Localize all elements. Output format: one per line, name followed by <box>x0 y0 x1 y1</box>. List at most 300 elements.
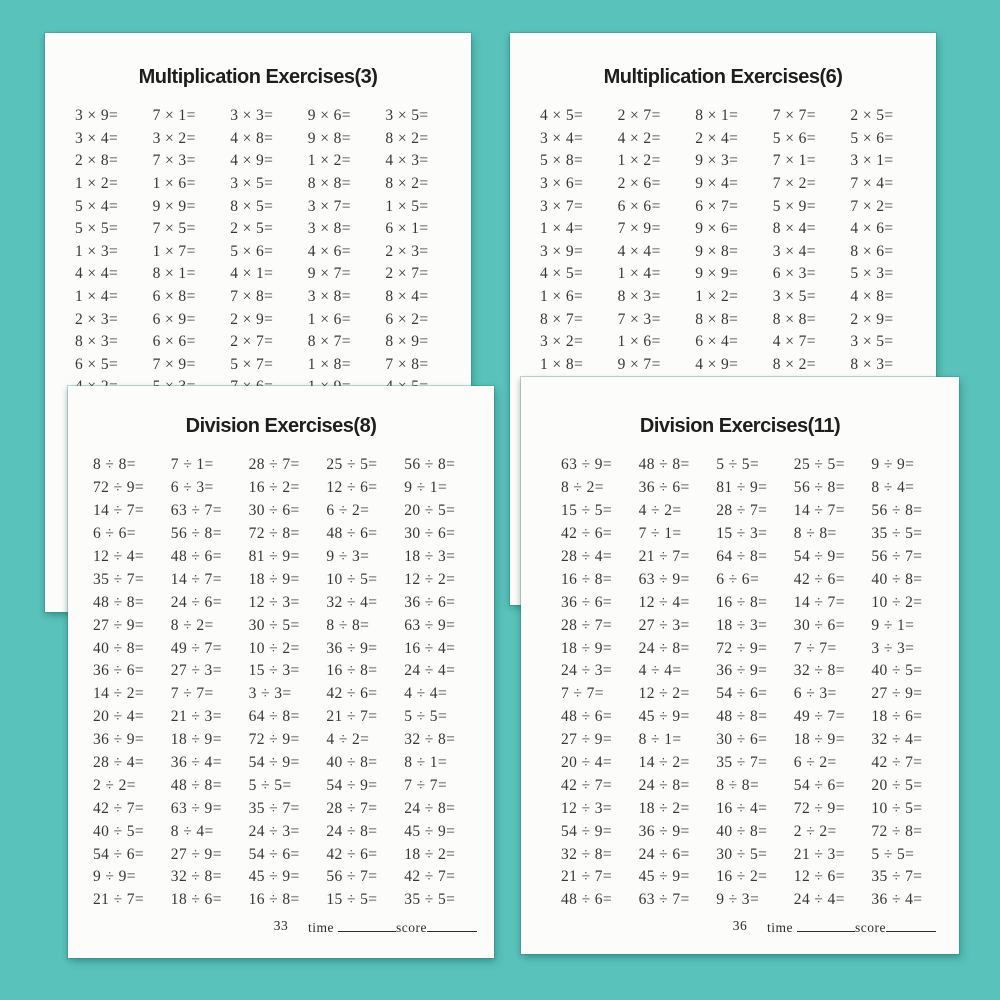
math-problem: 28 ÷ 7= <box>561 616 613 634</box>
time-label: time <box>767 919 793 935</box>
math-problem: 8 × 3= <box>850 355 894 373</box>
math-problem: 14 ÷ 2= <box>93 685 145 703</box>
math-problem: 4 × 9= <box>230 152 274 170</box>
math-problem: 6 × 4= <box>695 333 739 351</box>
math-problem: 6 × 2= <box>385 310 429 328</box>
math-problem: 36 ÷ 4= <box>871 891 923 909</box>
time-score-line <box>308 918 477 936</box>
math-problem: 63 ÷ 7= <box>638 891 690 909</box>
math-problem: 7 × 8= <box>230 288 274 306</box>
math-problem: 8 × 7= <box>540 310 584 328</box>
math-problem: 8 × 4= <box>772 220 816 238</box>
math-problem: 72 ÷ 9= <box>93 479 145 497</box>
math-problem: 42 ÷ 6= <box>561 525 613 543</box>
math-problem: 7 × 1= <box>152 107 196 125</box>
math-problem: 15 ÷ 5= <box>561 502 613 520</box>
math-problem: 2 × 3= <box>385 242 429 260</box>
math-problem: 1 × 3= <box>75 242 119 260</box>
math-problem: 3 × 5= <box>385 107 429 125</box>
math-problem: 3 ÷ 3= <box>248 685 292 703</box>
math-problem: 12 ÷ 6= <box>793 868 845 886</box>
math-problem: 8 ÷ 2= <box>561 479 604 497</box>
math-problem: 2 × 8= <box>75 152 119 170</box>
math-problem: 3 × 4= <box>540 129 584 147</box>
math-problem: 1 × 8= <box>540 355 584 373</box>
math-problem: 35 ÷ 7= <box>248 799 300 817</box>
math-problem: 7 × 9= <box>617 220 661 238</box>
math-problem: 15 ÷ 5= <box>326 891 378 909</box>
problem-grid <box>561 454 949 912</box>
math-problem: 24 ÷ 6= <box>170 593 222 611</box>
math-problem: 35 ÷ 7= <box>93 570 145 588</box>
math-problem: 36 ÷ 9= <box>326 639 378 657</box>
math-problem: 3 × 3= <box>230 107 274 125</box>
math-problem: 8 × 1= <box>152 265 196 283</box>
math-problem: 24 ÷ 6= <box>638 845 690 863</box>
math-problem: 7 × 2= <box>772 175 816 193</box>
math-problem: 5 × 7= <box>230 355 274 373</box>
math-problem: 32 ÷ 8= <box>404 731 456 749</box>
math-problem: 4 × 3= <box>385 152 429 170</box>
math-problem: 5 × 9= <box>772 197 816 215</box>
math-problem: 1 × 4= <box>617 265 661 283</box>
math-problem: 1 × 4= <box>540 220 584 238</box>
math-problem: 3 × 7= <box>540 197 584 215</box>
math-problem: 40 ÷ 5= <box>871 662 923 680</box>
math-problem: 6 × 8= <box>152 288 196 306</box>
math-problem: 8 ÷ 1= <box>638 731 682 749</box>
math-problem: 56 ÷ 7= <box>326 868 378 886</box>
math-problem: 2 × 7= <box>385 265 429 283</box>
math-problem: 8 × 5= <box>230 197 274 215</box>
math-problem: 54 ÷ 6= <box>248 845 300 863</box>
math-problem: 8 ÷ 2= <box>170 616 214 634</box>
math-problem: 9 ÷ 1= <box>871 616 915 634</box>
math-problem: 12 ÷ 2= <box>638 685 690 703</box>
math-problem: 48 ÷ 8= <box>716 708 768 726</box>
time-blank-line <box>338 918 396 932</box>
math-problem: 3 × 7= <box>307 197 351 215</box>
math-problem: 8 ÷ 1= <box>404 754 448 772</box>
math-problem: 4 × 6= <box>307 242 351 260</box>
math-problem: 32 ÷ 8= <box>793 662 845 680</box>
math-problem: 3 × 9= <box>75 107 119 125</box>
math-problem: 3 × 2= <box>152 129 196 147</box>
math-problem: 10 ÷ 2= <box>871 593 923 611</box>
math-problem: 36 ÷ 6= <box>404 593 456 611</box>
math-problem: 63 ÷ 9= <box>561 456 613 474</box>
math-problem: 4 × 5= <box>540 265 584 283</box>
math-problem: 6 ÷ 2= <box>326 502 370 520</box>
math-problem: 5 × 4= <box>75 197 119 215</box>
math-problem: 27 ÷ 3= <box>638 616 690 634</box>
math-problem: 2 × 7= <box>230 333 274 351</box>
math-problem: 1 × 4= <box>75 288 119 306</box>
math-problem: 2 × 4= <box>695 129 739 147</box>
math-problem: 8 × 4= <box>385 288 429 306</box>
math-problem: 36 ÷ 9= <box>716 662 768 680</box>
math-problem: 4 × 1= <box>230 265 274 283</box>
math-problem: 16 ÷ 8= <box>561 570 613 588</box>
math-problem: 56 ÷ 8= <box>404 456 456 474</box>
math-problem: 27 ÷ 9= <box>871 685 923 703</box>
math-problem: 1 × 2= <box>307 152 351 170</box>
math-problem: 7 ÷ 1= <box>638 525 682 543</box>
math-problem: 45 ÷ 9= <box>638 708 690 726</box>
math-problem: 63 ÷ 7= <box>170 502 222 520</box>
math-problem: 7 ÷ 7= <box>793 639 837 657</box>
math-problem: 1 × 6= <box>152 175 196 193</box>
math-problem: 6 ÷ 3= <box>170 479 214 497</box>
math-problem: 7 ÷ 7= <box>404 776 448 794</box>
math-problem: 18 ÷ 2= <box>404 845 456 863</box>
math-problem: 1 × 6= <box>617 333 661 351</box>
math-problem: 8 × 2= <box>385 129 429 147</box>
math-problem: 7 ÷ 7= <box>170 685 214 703</box>
math-problem: 21 ÷ 7= <box>93 891 145 909</box>
math-problem: 6 ÷ 2= <box>793 754 837 772</box>
math-problem: 48 ÷ 6= <box>326 525 378 543</box>
math-problem: 56 ÷ 8= <box>793 479 845 497</box>
math-problem: 30 ÷ 5= <box>248 616 300 634</box>
math-problem: 54 ÷ 6= <box>93 845 145 863</box>
math-problem: 9 × 4= <box>695 175 739 193</box>
math-problem: 5 × 6= <box>772 129 816 147</box>
math-problem: 12 ÷ 4= <box>638 593 690 611</box>
math-problem: 54 ÷ 9= <box>561 822 613 840</box>
math-problem: 4 × 2= <box>617 129 661 147</box>
math-problem: 1 × 5= <box>385 197 429 215</box>
math-problem: 32 ÷ 8= <box>561 845 613 863</box>
math-problem: 48 ÷ 8= <box>638 456 690 474</box>
math-problem: 3 × 5= <box>850 333 894 351</box>
math-problem: 36 ÷ 9= <box>93 731 145 749</box>
math-problem: 4 ÷ 4= <box>404 685 448 703</box>
math-problem: 4 × 7= <box>772 333 816 351</box>
time-label: time <box>308 919 334 935</box>
math-problem: 16 ÷ 4= <box>404 639 456 657</box>
math-problem: 27 ÷ 3= <box>170 662 222 680</box>
math-problem: 8 ÷ 8= <box>716 776 760 794</box>
score-label: score <box>396 919 427 935</box>
math-problem: 6 ÷ 6= <box>716 570 760 588</box>
math-problem: 1 × 6= <box>307 310 351 328</box>
math-problem: 16 ÷ 2= <box>248 479 300 497</box>
math-problem: 42 ÷ 7= <box>404 868 456 886</box>
math-problem: 2 × 5= <box>230 220 274 238</box>
math-problem: 49 ÷ 7= <box>170 639 222 657</box>
math-problem: 18 ÷ 6= <box>871 708 923 726</box>
math-problem: 4 × 4= <box>617 242 661 260</box>
math-problem: 20 ÷ 5= <box>871 776 923 794</box>
math-problem: 16 ÷ 8= <box>326 662 378 680</box>
math-problem: 3 × 5= <box>772 288 816 306</box>
math-problem: 7 × 2= <box>850 197 894 215</box>
math-problem: 3 × 1= <box>850 152 894 170</box>
math-problem: 6 × 1= <box>385 220 429 238</box>
math-problem: 7 ÷ 1= <box>170 456 214 474</box>
math-problem: 2 ÷ 2= <box>93 776 136 794</box>
problem-grid <box>75 105 463 399</box>
math-problem: 4 × 6= <box>850 220 894 238</box>
math-problem: 7 × 4= <box>850 175 894 193</box>
math-problem: 15 ÷ 3= <box>248 662 300 680</box>
sheet-division-11 <box>521 377 959 954</box>
time-blank-line <box>797 918 855 932</box>
math-problem: 21 ÷ 7= <box>561 868 613 886</box>
math-problem: 4 ÷ 4= <box>638 662 682 680</box>
math-problem: 9 × 6= <box>695 220 739 238</box>
math-problem: 8 ÷ 8= <box>93 456 136 474</box>
math-problem: 5 × 8= <box>540 152 584 170</box>
score-blank-line <box>886 918 936 932</box>
page-number: 33 <box>273 918 289 933</box>
math-problem: 12 ÷ 6= <box>326 479 378 497</box>
math-problem: 5 ÷ 5= <box>404 708 448 726</box>
math-problem: 63 ÷ 9= <box>404 616 456 634</box>
math-problem: 18 ÷ 3= <box>716 616 768 634</box>
math-problem: 4 × 8= <box>850 288 894 306</box>
math-problem: 63 ÷ 9= <box>638 570 690 588</box>
math-problem: 12 ÷ 3= <box>248 593 300 611</box>
math-problem: 5 × 3= <box>850 265 894 283</box>
math-problem: 54 ÷ 6= <box>716 685 768 703</box>
math-problem: 7 ÷ 7= <box>561 685 604 703</box>
math-problem: 54 ÷ 9= <box>793 548 845 565</box>
math-problem: 40 ÷ 8= <box>93 639 145 657</box>
math-problem: 5 ÷ 5= <box>248 776 292 794</box>
math-problem: 8 ÷ 8= <box>326 616 370 634</box>
math-problem: 72 ÷ 8= <box>871 822 923 840</box>
math-problem: 20 ÷ 5= <box>404 502 456 520</box>
math-problem: 3 × 8= <box>307 220 351 238</box>
math-problem: 6 × 6= <box>617 197 661 215</box>
math-problem: 18 ÷ 3= <box>404 548 456 565</box>
sheet-title: Multiplication Exercises(6) <box>603 66 843 88</box>
math-problem: 2 × 3= <box>75 310 119 328</box>
math-problem: 40 ÷ 8= <box>871 570 923 588</box>
math-problem: 5 × 6= <box>850 129 894 147</box>
math-problem: 8 × 1= <box>695 107 739 125</box>
sheet-title: Multiplication Exercises(3) <box>138 66 378 88</box>
math-problem: 6 × 3= <box>772 265 816 283</box>
math-problem: 9 × 8= <box>695 242 739 260</box>
math-problem: 21 ÷ 7= <box>326 708 378 726</box>
math-problem: 30 ÷ 5= <box>716 845 768 863</box>
math-problem: 54 ÷ 6= <box>793 776 845 794</box>
math-problem: 9 ÷ 3= <box>716 891 760 909</box>
math-problem: 3 × 9= <box>540 242 584 260</box>
math-problem: 9 × 7= <box>307 265 351 283</box>
math-problem: 20 ÷ 4= <box>93 708 145 726</box>
math-problem: 8 × 6= <box>850 242 894 260</box>
math-problem: 1 × 2= <box>695 288 739 306</box>
math-problem: 4 ÷ 2= <box>326 731 370 749</box>
math-problem: 4 × 9= <box>695 355 739 373</box>
math-problem: 10 ÷ 2= <box>248 639 300 657</box>
math-problem: 7 × 7= <box>772 107 816 125</box>
math-problem: 36 ÷ 4= <box>170 754 222 772</box>
math-problem: 28 ÷ 7= <box>326 799 378 817</box>
math-problem: 1 × 7= <box>152 242 196 260</box>
math-problem: 25 ÷ 5= <box>326 456 378 474</box>
math-problem: 5 ÷ 5= <box>716 456 760 474</box>
math-problem: 36 ÷ 6= <box>93 662 145 680</box>
math-problem: 3 × 2= <box>540 333 584 351</box>
math-problem: 8 × 2= <box>385 175 429 193</box>
math-problem: 81 ÷ 9= <box>716 479 768 497</box>
math-problem: 2 × 6= <box>617 175 661 193</box>
math-problem: 49 ÷ 7= <box>793 708 845 726</box>
math-problem: 48 ÷ 6= <box>561 708 613 726</box>
math-problem: 6 × 9= <box>152 310 196 328</box>
math-problem: 42 ÷ 7= <box>871 754 923 772</box>
math-problem: 1 × 2= <box>75 175 119 193</box>
math-problem: 30 ÷ 6= <box>716 731 768 749</box>
math-problem: 14 ÷ 7= <box>170 570 222 588</box>
math-problem: 35 ÷ 5= <box>404 891 456 909</box>
math-problem: 54 ÷ 9= <box>248 754 300 772</box>
math-problem: 10 ÷ 5= <box>326 570 378 588</box>
score-label: score <box>855 919 886 935</box>
math-problem: 7 × 1= <box>772 152 816 170</box>
math-problem: 24 ÷ 8= <box>404 799 456 817</box>
math-problem: 16 ÷ 4= <box>716 799 768 817</box>
math-problem: 18 ÷ 9= <box>170 731 222 749</box>
math-problem: 9 ÷ 9= <box>93 868 136 886</box>
math-problem: 14 ÷ 7= <box>93 502 145 520</box>
math-problem: 48 ÷ 6= <box>170 548 222 565</box>
math-problem: 32 ÷ 4= <box>871 731 923 749</box>
math-problem: 15 ÷ 3= <box>716 525 768 543</box>
math-problem: 3 × 5= <box>230 175 274 193</box>
math-problem: 24 ÷ 3= <box>561 662 613 680</box>
math-problem: 8 × 9= <box>385 333 429 351</box>
math-problem: 6 × 5= <box>75 355 119 373</box>
math-problem: 8 ÷ 8= <box>793 525 837 543</box>
math-problem: 56 ÷ 8= <box>871 502 923 520</box>
math-problem: 7 × 3= <box>152 152 196 170</box>
math-problem: 30 ÷ 6= <box>404 525 456 543</box>
math-problem: 8 ÷ 4= <box>170 822 214 840</box>
math-problem: 72 ÷ 8= <box>248 525 300 543</box>
math-problem: 5 ÷ 5= <box>871 845 915 863</box>
sheet-footer <box>68 918 494 940</box>
math-problem: 4 × 5= <box>540 107 584 125</box>
time-score-line <box>767 918 936 936</box>
math-problem: 28 ÷ 7= <box>716 502 768 520</box>
math-problem: 21 ÷ 3= <box>793 845 845 863</box>
math-problem: 2 × 5= <box>850 107 894 125</box>
math-problem: 5 × 6= <box>230 242 274 260</box>
math-problem: 72 ÷ 9= <box>716 639 768 657</box>
math-problem: 3 × 8= <box>307 288 351 306</box>
math-problem: 7 × 8= <box>385 355 429 373</box>
math-problem: 3 × 4= <box>772 242 816 260</box>
math-problem: 27 ÷ 9= <box>170 845 222 863</box>
math-problem: 16 ÷ 8= <box>716 593 768 611</box>
math-problem: 9 × 7= <box>617 355 661 373</box>
math-problem: 28 ÷ 7= <box>248 456 300 474</box>
math-problem: 18 ÷ 6= <box>170 891 222 909</box>
math-problem: 27 ÷ 9= <box>561 731 613 749</box>
math-problem: 72 ÷ 9= <box>793 799 845 817</box>
math-problem: 32 ÷ 8= <box>170 868 222 886</box>
math-problem: 4 × 8= <box>230 129 274 147</box>
math-problem: 5 × 5= <box>75 220 119 238</box>
math-problem: 9 × 9= <box>152 197 196 215</box>
math-problem: 6 ÷ 6= <box>93 525 136 543</box>
math-problem: 42 ÷ 6= <box>326 685 378 703</box>
math-problem: 8 × 3= <box>75 333 119 351</box>
math-problem: 8 ÷ 4= <box>871 479 915 497</box>
math-problem: 24 ÷ 3= <box>248 822 300 840</box>
problem-grid <box>93 454 482 912</box>
math-problem: 36 ÷ 6= <box>638 479 690 497</box>
math-problem: 35 ÷ 7= <box>716 754 768 772</box>
math-problem: 42 ÷ 7= <box>93 799 145 817</box>
math-problem: 56 ÷ 7= <box>871 548 923 565</box>
math-problem: 18 ÷ 2= <box>638 799 690 817</box>
math-problem: 9 × 8= <box>307 129 351 147</box>
math-problem: 3 × 4= <box>75 129 119 147</box>
math-problem: 2 × 9= <box>230 310 274 328</box>
math-problem: 8 × 8= <box>772 310 816 328</box>
math-problem: 7 × 9= <box>152 355 196 373</box>
math-problem: 32 ÷ 4= <box>326 593 378 611</box>
math-problem: 20 ÷ 4= <box>561 754 613 772</box>
math-problem: 9 ÷ 3= <box>326 548 370 565</box>
math-problem: 30 ÷ 6= <box>793 616 845 634</box>
math-problem: 24 ÷ 8= <box>638 639 690 657</box>
math-problem: 21 ÷ 7= <box>638 548 690 565</box>
math-problem: 64 ÷ 8= <box>716 548 768 565</box>
math-problem: 25 ÷ 5= <box>793 456 845 474</box>
math-problem: 4 ÷ 2= <box>638 502 682 520</box>
math-problem: 8 × 3= <box>617 288 661 306</box>
sheet-footer <box>521 918 959 940</box>
math-problem: 18 ÷ 9= <box>793 731 845 749</box>
math-problem: 8 × 8= <box>695 310 739 328</box>
math-problem: 63 ÷ 9= <box>170 799 222 817</box>
math-problem: 42 ÷ 6= <box>793 570 845 588</box>
math-problem: 8 × 8= <box>307 175 351 193</box>
math-problem: 30 ÷ 6= <box>248 502 300 520</box>
math-problem: 7 × 3= <box>617 310 661 328</box>
sheet-division-8 <box>68 386 494 958</box>
math-problem: 1 × 2= <box>617 152 661 170</box>
math-problem: 12 ÷ 2= <box>404 570 456 588</box>
math-problem: 12 ÷ 4= <box>93 548 145 565</box>
math-problem: 14 ÷ 2= <box>638 754 690 772</box>
math-problem: 54 ÷ 9= <box>326 776 378 794</box>
math-problem: 35 ÷ 7= <box>871 868 923 886</box>
math-problem: 1 × 8= <box>307 355 351 373</box>
math-problem: 48 ÷ 8= <box>170 776 222 794</box>
math-problem: 35 ÷ 5= <box>871 525 923 543</box>
math-problem: 40 ÷ 8= <box>326 754 378 772</box>
math-problem: 6 ÷ 3= <box>793 685 837 703</box>
math-problem: 48 ÷ 6= <box>561 891 613 909</box>
math-problem: 42 ÷ 7= <box>561 776 613 794</box>
math-problem: 3 ÷ 3= <box>871 639 915 657</box>
math-problem: 16 ÷ 8= <box>248 891 300 909</box>
math-problem: 28 ÷ 4= <box>561 548 613 565</box>
math-problem: 4 × 4= <box>75 265 119 283</box>
math-problem: 16 ÷ 2= <box>716 868 768 886</box>
math-problem: 81 ÷ 9= <box>248 548 300 565</box>
problem-grid <box>540 105 928 376</box>
